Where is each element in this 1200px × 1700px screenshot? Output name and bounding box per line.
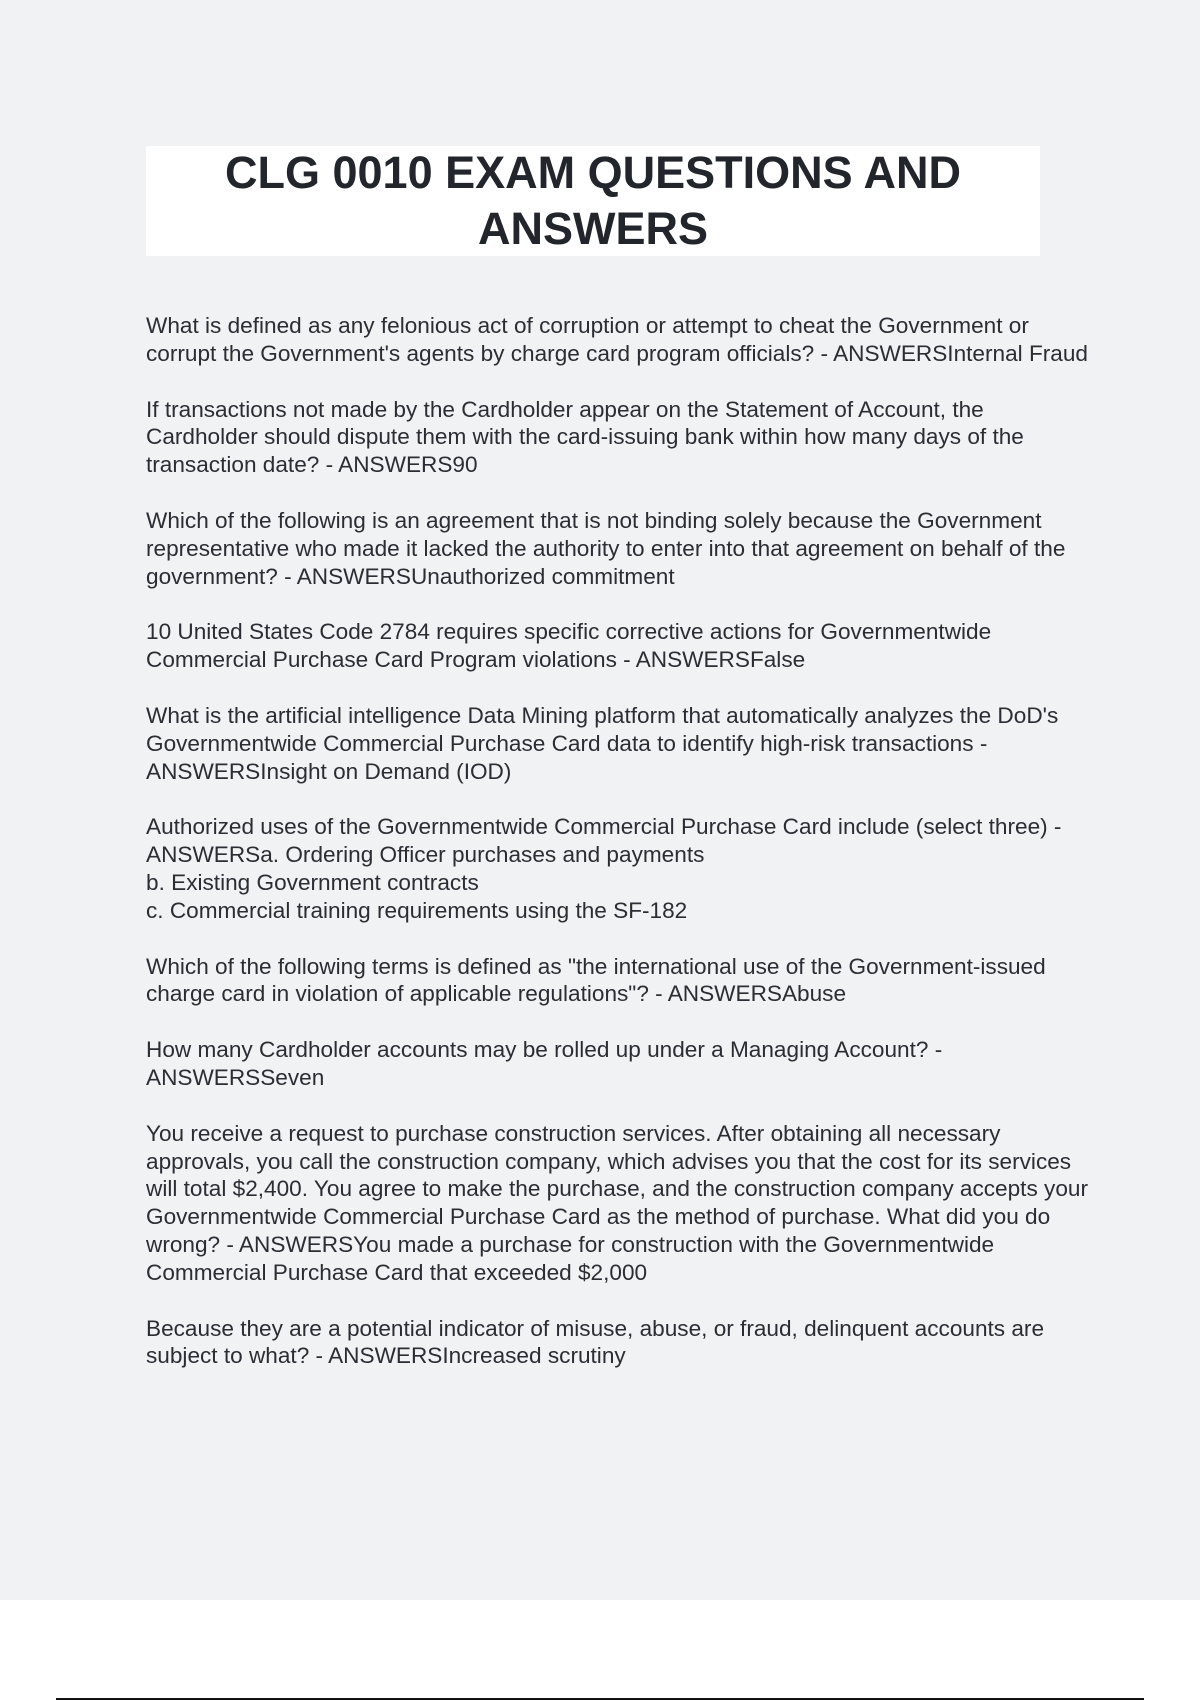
qa-list [146,312,1092,1398]
title-box [146,146,1040,256]
qa-item: If transactions not made by the Cardholder appear on the Statement of Account, the Cardholder should dispute them with the card-issuing bank within how many days of the transaction date? - ANSWERS90 [146,396,1024,478]
qa-item: Which of the following is an agreement that is not binding solely because the Government representative who made it lacked the authority to enter into that agreement on behalf of the government? - ANSWERSUnauthorized commitment [146,507,1066,589]
document-title: CLG 0010 EXAM QUESTIONS AND ANSWERS [225,147,961,254]
qa-item: Authorized uses of the Governmentwide Commercial Purchase Card include (select three) - ANSWERSa. Ordering Officer purchases and payments b. Existing Government contracts c. Commercial training requirements using the SF-182 [146,814,1062,923]
qa-item: How many Cardholder accounts may be rolled up under a Managing Account? - ANSWERSSeven [146,1037,943,1090]
qa-item: What is the artificial intelligence Data Mining platform that automatically analyzes the DoD's Governmentwide Commercial Purchase Card data to identify high-risk transactions - ANSWERSInsight on Demand (IOD) [146,702,1059,784]
qa-item: Because they are a potential indicator of misuse, abuse, or fraud, delinquent accounts are subject to what? - ANSWERSIncreased scrutiny [146,1315,1045,1369]
qa-item: Which of the following terms is defined as "the international use of the Government-issued charge card in violation of applicable regulations"? - ANSWERSAbuse [146,953,1046,1007]
qa-item: What is defined as any felonious act of corruption or attempt to cheat the Government or corrupt the Government's agents by charge card program officials? - ANSWERSInternal Fraud [146,313,1088,366]
qa-item: 10 United States Code 2784 requires specific corrective actions for Governmentwide Commercial Purchase Card Program violations - ANSWERSFalse [146,619,992,673]
qa-item: You receive a request to purchase construction services. After obtaining all necessary approvals, you call the construction company, which advises you that the cost for its services will total $2,400. You agree to make the purchase, and the construction company accepts your Governmentwide Commercial Purchase Card as the method of purchase. What did you do wrong? - ANSWERSYou made a purchase for construction with the Governmentwide Commercial Purchase Card that exceeded $2,000 [146,1120,1088,1285]
